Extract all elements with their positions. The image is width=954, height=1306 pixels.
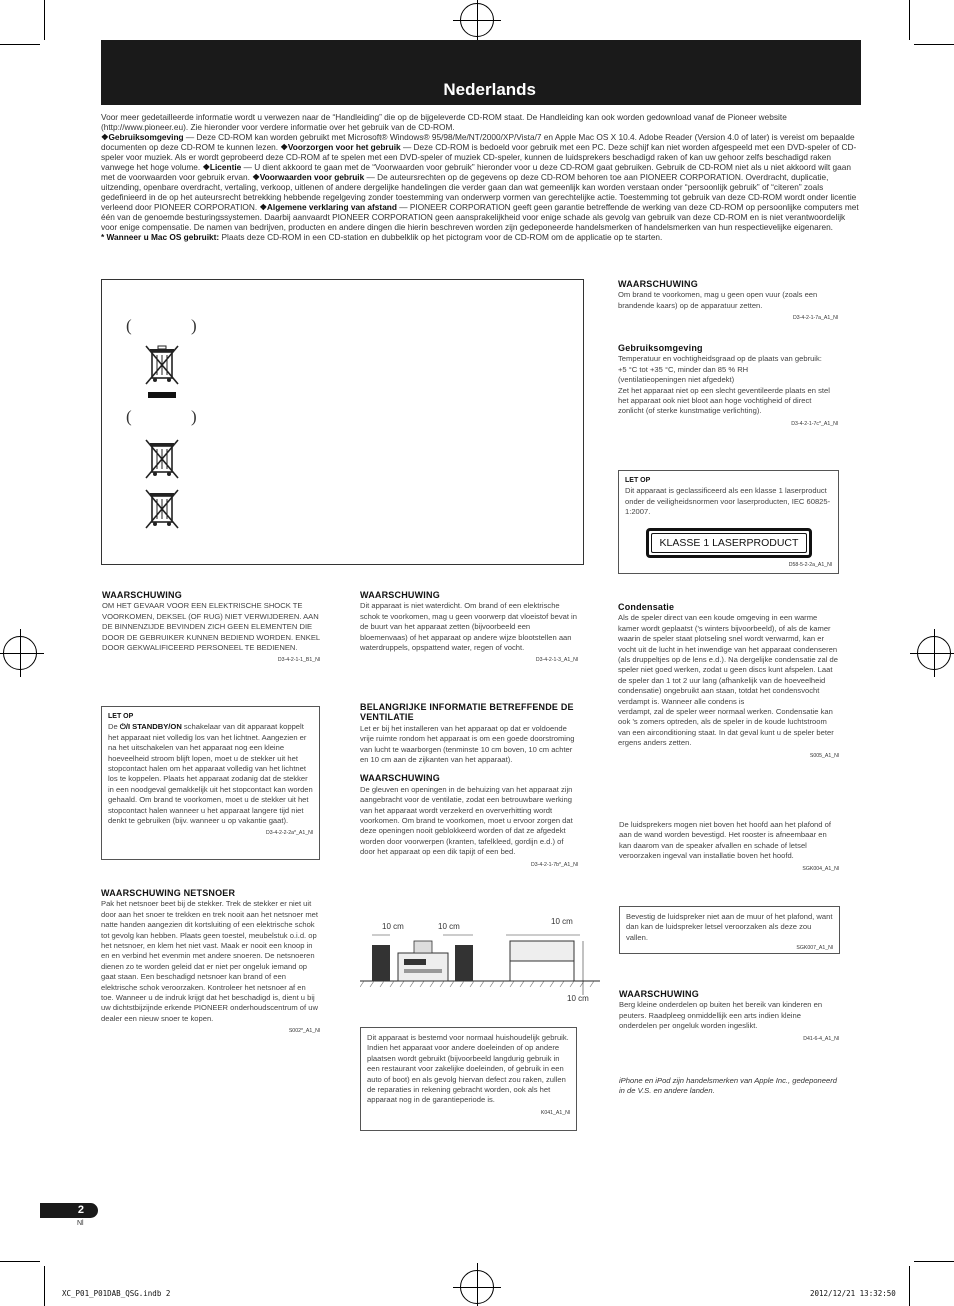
power-cord-title: WAARSCHUWING NETSNOER [101, 888, 236, 898]
ventilation-title: BELANGRIJKE INFORMATIE BETREFFENDE DE VENTILATIE [360, 702, 574, 723]
caution-title: LET OP [625, 477, 651, 484]
crop-mark [914, 44, 954, 45]
wall-mount-text: Bevestig de luidspreker niet aan de muur of het plafond, want dan kan de luidspreker letsel veroorzaken als deze zou vallen. [626, 912, 833, 942]
env-text: — Deze CD-ROM kan worden gebruikt met Microsoft® Windows® 95/98/Me/NT/2000/XP/Vista/7 en Apple Mac OS X 10.4. Adobe Reader (Version 4.0 of later) is vereist om bepaalde documenten op deze CD-ROM te kunnen lezen. [101, 132, 855, 152]
registration-mark-icon [460, 3, 494, 37]
waterproof-section [360, 590, 578, 666]
doc-code: D58-5-2-2a_A1_Nl [788, 561, 832, 568]
warning-text: OM HET GEVAAR VOOR EEN ELEKTRISCHE SHOCK TE VOORKOMEN, DEKSEL (OF RUG) NIET VERWIJDEREN. AAN DE BINNENZIJDE BEVINDEN ZICH GEEN ELEMENTEN DIE DOOR DE GEBRUIKER KUNNEN BEDIEND WORDEN. ENKEL DOOR GEKWALIFICEERD PERSONEEL TE BEDIENEN. [102, 601, 320, 653]
header-bar [101, 40, 861, 105]
weee-battery-bin-icon-2 [144, 486, 180, 532]
intro-text [101, 112, 861, 242]
crop-mark [909, 1266, 910, 1306]
disc-text: — PIONEER CORPORATION geeft geen garantie betreffende de werking van deze CD-ROM op persoonlijke computers met één van de genoemde besturingssystemen. Daarbij aanvaardt PIONEER CORPORATION geen aansprakelijkheid voor enige schade als gevolg van gebruik van deze CD-ROM en is niet verantwoordelijk voor enige compensatie. De namen van bedrijven, producten en andere dingen die hierin beschreven worden zijn gedeponeerde handelsmerken of handelsmerken van hun respectievelijke eigenaren. [101, 202, 859, 232]
doc-code: SGK004_A1_Nl [802, 865, 839, 872]
doc-code: S005_A1_Nl [809, 752, 839, 759]
warning-text: Dit apparaat is niet waterdicht. Om brand of een elektrische schok te voorkomen, mag u geen voorwerp dat vloeistof bevat in de buurt van het apparaat zetten (bijvoorbeeld een bloemenvaas) of het apparaat op andere wijze blootstellen aan waterdruppels, opspattend water, regen of vocht. [360, 601, 577, 653]
footer-file: XC_P01_P01DAB_QSG.indb 2 [62, 1289, 171, 1298]
footer-timestamp: 2012/12/21 13:32:50 [810, 1289, 896, 1298]
page-language: Nl [77, 1220, 84, 1227]
warning-title: WAARSCHUWING [618, 279, 698, 289]
ventilation-section [360, 702, 578, 870]
fire-warning-section [618, 279, 838, 324]
lic-label: ❖Licentie [202, 162, 242, 172]
speaker-mount-text: De luidsprekers mogen niet boven het hoofd aan het plafond of aan de wand worden bevestigd. Het rooster is afneembaar en kan daarom van de speaker afvallen en schade of letsel veroorzaken ingeval van installatie boven het hoofd. [619, 820, 831, 861]
mac-label: * Wanneer u Mac OS gebruikt: [101, 232, 220, 242]
dimension-label: 10 cm [551, 917, 573, 926]
page-title: Nederlands [443, 80, 536, 99]
condensation-section [618, 602, 839, 761]
crop-mark [0, 44, 40, 45]
standby-caution-box [101, 706, 320, 860]
warning-title: WAARSCHUWING [102, 590, 182, 600]
crop-mark [0, 1261, 40, 1262]
disc-label: ❖Algemene verklaring van afstand [259, 202, 397, 212]
warning-title: WAARSCHUWING [619, 989, 699, 999]
registration-mark-icon [917, 636, 951, 670]
condensation-title: Condensatie [618, 602, 675, 612]
household-use-text: Dit apparaat is bestemd voor normaal huishoudelijk gebruik. Indien het apparaat voor andere doeleinden of op andere plaatsen wordt gebruikt (bijvoorbeeld langdurig gebruik in een restaurant voor zakelijke doeleinden, of gebruik in een auto of boot) en als gevolg hiervan defect zou raken, zullen de reparaties in rekening gebracht worden, ook als het apparaat nog in de garantieperiode is. [367, 1033, 569, 1105]
trademark-notice: iPhone en iPod zijn handelsmerken van Apple Inc., gedeponeerd in de V.S. en andere landen. [619, 1076, 837, 1096]
ventilation-text: Let er bij het installeren van het apparaat op dat er voldoende vrije ruimte rondom het apparaat is om een goede doorstroming van lucht te waarborgen (tenminste 10 cm boven, 10 cm achter en 10 cm aan de zijkanten van het apparaat). [360, 723, 575, 765]
doc-code: D41-6-4_A1_Nl [803, 1035, 839, 1042]
doc-code: K041_A1_Nl [540, 1109, 570, 1116]
warning-title: WAARSCHUWING [360, 590, 440, 600]
weee-box [101, 279, 584, 565]
care-text: — Deze CD-ROM is bedoeld voor gebruik met een PC. Deze schijf kan niet worden afgespeeld met een DVD-speler of CD-speler voor muziek. Als er wordt geprobeerd deze CD-ROM af te spelen met een DVD-speler of muziek CD-speler, kunnen de luidsprekers beschadigd raken of kan uw gehoor zelfs beschadigd raken vanwege het hoge volume. [101, 142, 857, 172]
weee-bin-icon [144, 342, 180, 400]
paren-close: ) [191, 316, 197, 335]
household-use-box [360, 1027, 577, 1131]
paren-open: ( [126, 316, 132, 335]
env-label: ❖Gebruiksomgeving [101, 132, 184, 142]
dimension-label: 10 cm [382, 922, 404, 931]
environment-section [618, 343, 838, 429]
laser-text: Dit apparaat is geclassificeerd als een klasse 1 laserproduct onder de veiligheidsnormen voor laserproducten, IEC 60825-1:2007. [625, 486, 831, 517]
standby-label: ⏻/I STANDBY/ON [119, 722, 182, 732]
dimension-label: 10 cm [567, 994, 589, 1003]
doc-code: SGK007_A1_Nl [796, 945, 833, 952]
speaker-mount-section [619, 820, 839, 874]
intro-p1: Voor meer gedetailleerde informatie wordt u verwezen naar de “Handleiding” die op de bijgeleverde CD-ROM staat. De Handleiding kan ook worden gedownload vanaf de Pioneer website (http://www.pioneer.eu). Zie hieronder voor verdere informatie over het gebruik van de CD-ROM. [101, 112, 787, 132]
doc-code: D3-4-2-1-3_A1_Nl [535, 657, 578, 664]
crop-mark [914, 1261, 954, 1262]
condensation-text: Als de speler direct van een koude omgeving in een warme kamer wordt geplaatst (’s winters bijvoorbeeld), of als de kamer waarin de speler staat plotseling snel wordt verwarmd, kan er vocht uit de lucht in het inwendige van het apparaat condenseren (als druppeltjes op de lens e.d.). Na dergelijke condensatie zal de speler niet goed werken, zodat u geen discs kunt afspelen. Laat de speler dan 1 tot 2 uur lang (afhankelijk van de hoeveelheid condensatie) ongebruikt aan staan, totdat het condensvocht verdampt is. Wanneer alle condens is verdampt, zal de speler weer normaal werken. Condensatie kan ook ’s zomers optreden, als de speler in de koude luchtstroom van een airconditioning staat. In dat geval kunt u de speler beter ergens anders zetten. [618, 613, 838, 748]
laser-caution-box [618, 470, 839, 574]
doc-code: D3-4-2-2-2a*_A1_Nl [266, 830, 313, 837]
warning-text: Berg kleine onderdelen op buiten het bereik van kinderen en peuters. Raadpleeg onmiddellijk een arts indien kleine onderdelen per ongeluk worden ingeslikt. [619, 1000, 823, 1031]
crop-mark [44, 0, 45, 40]
page-number: 2 [40, 1203, 98, 1218]
small-parts-section [619, 989, 839, 1044]
caution-title: LET OP [108, 713, 134, 720]
power-cord-section [101, 888, 320, 1037]
wall-mount-box [619, 906, 840, 954]
doc-code: D3-4-2-1-7c*_A1_Nl [791, 420, 838, 427]
crop-mark [909, 0, 910, 40]
laser-class-label: KLASSE 1 LASERPRODUCT [646, 528, 812, 558]
environment-text: Temperatuur en vochtigheidsgraad op de plaats van gebruik: +5 °C tot +35 °C, minder dan 85 % RH (ventilatieopeningen niet afgedekt) Zet het apparaat niet op een slecht geventileerde plaats en stel het apparaat ook niet bloot aan hoge vochtigheid of direct zonlicht (of sterke kunstmatige verlichting). [618, 354, 830, 416]
doc-code: D3-4-2-1-1_B1_Nl [277, 657, 320, 664]
caution-pre: De [108, 722, 120, 732]
mac-text: Plaats deze CD-ROM in een CD-station en dubbelklik op het pictogram voor de CD-ROM om de applicatie op te starten. [219, 232, 663, 242]
registration-mark-icon [3, 636, 37, 670]
caution-body: schakelaar van dit apparaat koppelt het apparaat niet volledig los van het lichtnet. Aangezien er na het uitschakelen van het apparaat nog een kleine hoeveelheid stroom blijft lopen, moet u de stekker uit het stopcontact halen om het apparaat volledig van het lichtnet los te koppelen. Plaats het apparaat zodanig dat de stekker in een noodgeval gemakkelijk uit het stopcontact kan worden gehaald. Om brand te voorkomen, moet u de stekker uit het stopcontact halen wanneer u het apparaat langere tijd niet denkt te gebruiken (bijv. wanneer u op vakantie gaat). [108, 722, 313, 826]
warning-text: De gleuven en openingen in de behuizing van het apparaat zijn aangebracht voor de ventilatie, zodat een betrouwbare werking van het apparaat wordt verzekerd en oververhitting wordt voorkomen. Om brand te voorkomen, moet u ervoor zorgen dat deze openingen nooit geblokkeerd worden of dat ze afgedekt worden door voorwerpen (kranten, tafelkleed, gordijn e.d.) of door het apparaat op een dik tapijt of een bed. [360, 784, 573, 857]
registration-mark-icon [460, 1270, 494, 1304]
dimension-label: 10 cm [438, 922, 460, 931]
doc-code: D3-4-2-1-7a_A1_Nl [793, 315, 838, 322]
power-cord-text: Pak het netsnoer beet bij de stekker. Trek de stekker er niet uit door aan het snoer te trekken en trek nooit aan het netsnoer met natte handen aangezien dit kortsluiting of een elektrische schok tot gevolg kan hebben. Plaats geen toestel, meubelstuk o.i.d. op het netsnoer, en klem het niet vast. Maak er nooit een knoop in en en verbind het evenmin met andere snoeren. De netsnoeren dienen zo te worden geleid dat er niet per ongeluk iemand op gaat staan. Een beschadigd netsnoer kan brand of een elektrische schok veroorzaken. Kontroleer het netsnoer af en toe. Wanneer u de indruk krijgt dat het beschadigd is, dient u bij uw dichtstbijzijnde erkende PIONEER onderhoudscentrum of uw dealer een nieuw snoer te kopen. [101, 899, 318, 1023]
terms-label: ❖Voorwaarden voor gebruik [252, 172, 365, 182]
doc-code: D3-4-2-1-7b*_A1_Nl [531, 861, 578, 868]
left-warning-section [102, 590, 320, 666]
care-label: ❖Voorzorgen voor het gebruik [280, 142, 401, 152]
paren-close: ) [191, 407, 197, 426]
warning-text: Om brand te voorkomen, mag u geen open vuur (zoals een brandende kaars) op de apparatuur zetten. [618, 290, 818, 310]
weee-battery-bin-icon [144, 436, 180, 482]
lic-text: — U dient akkoord te gaan met de “Voorwaarden voor gebruik” hieronder voor u deze CD-ROM gaat gebruiken. Gebruik de CD-ROM niet als u niet akkoord wilt gaan met de voorwaarden voor gebruik ervan. [101, 162, 851, 182]
caution-text [108, 722, 313, 826]
doc-code: S002*_A1_Nl [288, 1028, 320, 1035]
paren-open: ( [126, 407, 132, 426]
environment-title: Gebruiksomgeving [618, 343, 703, 353]
crop-mark [44, 1266, 45, 1306]
warning-title: WAARSCHUWING [360, 773, 440, 784]
terms-text: — De auteursrechten op de gegevens op deze CD-ROM behoren toe aan PIONEER CORPORATION. Overdracht, duplicatie, uitzending, openbare overdracht, vertaling, verkoop, uitlenen of andere dergelijke handelingen die verder gaan dan wat gemeenlijk kan worden verstaan onder “persoonlijk gebruik” of “citeren” zoals gedefinieerd in de op het auteursrecht betrekking hebbende regelgeving zonder toestemming van onderwerp vormen van gerechtelijke actie. Toestemming tot gebruik van deze CD-ROM wordt onder licentie verleend door PIONEER CORPORATION. [101, 172, 857, 212]
